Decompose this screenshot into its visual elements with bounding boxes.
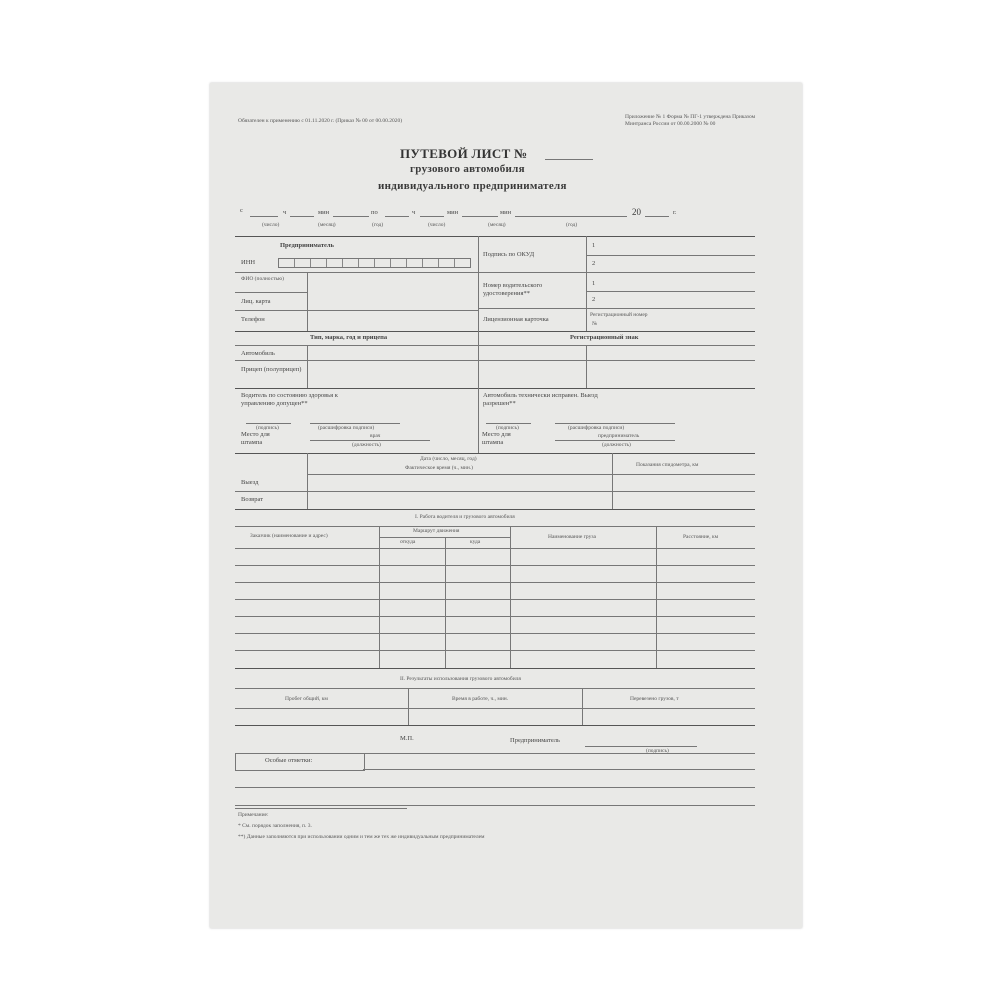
footer-signature-caption: (подпись) [646, 748, 669, 754]
table-line [586, 291, 755, 292]
date-min: мин [318, 209, 330, 216]
customer-header: Заказчик (наименование и адрес) [250, 533, 328, 539]
form-subtitle-1: грузового автомобиля [410, 163, 525, 175]
distance-header: Расстояние, км [683, 534, 719, 540]
date-field[interactable] [420, 216, 444, 217]
table-divider [582, 688, 583, 725]
mileage-header: Пробег общий, км [285, 696, 328, 702]
trailer-label: Прицеп (полуприцеп) [241, 366, 302, 373]
inn-cells[interactable] [278, 258, 471, 268]
table-border [235, 725, 755, 726]
note-2: **) Данные заполняются при использовании одним и тем же тех же индивидуальным предпринимателем [238, 834, 485, 840]
table-row[interactable] [235, 708, 755, 709]
footer-entrepreneur-label: Предприниматель [510, 737, 560, 744]
date-field[interactable] [333, 216, 369, 217]
header-left-note: Обязателен к применению с 01.11.2020 г. (Приказ № 00 от 00.00.2020) [238, 118, 403, 124]
date-until-label: по [371, 209, 378, 216]
reg-plate-heading: Регистрационный знак [570, 334, 639, 341]
table-line [235, 345, 755, 346]
route-from: откуда [400, 539, 416, 545]
table-line [235, 491, 755, 492]
date-caption: (год) [372, 222, 384, 228]
table-border [235, 668, 755, 669]
footer-signature-line[interactable] [585, 746, 697, 747]
table-line [235, 310, 478, 311]
date-caption: (число) [428, 222, 446, 228]
table-row[interactable] [235, 582, 755, 583]
license-num-2: 2 [592, 296, 596, 303]
position-caption: (должность) [352, 442, 381, 448]
special-marks-label: Особые отметки: [265, 757, 313, 764]
year-field[interactable] [645, 216, 669, 217]
vehicle-heading: Тип, марка, год и прицепа [310, 334, 388, 341]
position-word-left: врач [370, 433, 381, 439]
special-line[interactable] [235, 787, 755, 788]
special-line[interactable] [363, 753, 755, 754]
note-1: * См. порядок заполнения, п. 3. [238, 823, 312, 829]
table-divider [586, 345, 587, 388]
notes-separator [235, 808, 407, 809]
table-line [379, 537, 510, 538]
date-field[interactable] [462, 216, 498, 217]
route-header: Маршрут движения [413, 528, 460, 534]
table-row[interactable] [235, 650, 755, 651]
signature-line[interactable] [310, 423, 400, 424]
car-label: Автомобиль [241, 350, 275, 357]
table-divider [445, 537, 446, 668]
table-line [586, 255, 755, 256]
table-row[interactable] [235, 616, 755, 617]
table-divider [307, 345, 308, 388]
position-word-right: предприниматель [598, 433, 640, 439]
table-line [307, 474, 755, 475]
reg-no-label: № [592, 321, 598, 327]
name-decode-caption: (расшифровка подписи) [568, 425, 625, 431]
reg-number-label: Регистрационный номер [590, 312, 648, 318]
table-border [235, 388, 755, 389]
table-line [478, 308, 755, 309]
date-min: мин [447, 209, 459, 216]
table-line [235, 526, 755, 527]
header-right-note: Приложение № 1 Форма № ПГ-1 утверждена Приказом Минтранса России от 00.00.2000 № 00 [625, 114, 756, 127]
vehicle-ok-label: Автомобиль технически исправен. Выезд разрешен** [483, 392, 598, 407]
fio-label: ФИО (полностью) [241, 276, 284, 282]
okud-num-2: 2 [592, 260, 596, 267]
date-field[interactable] [290, 216, 314, 217]
special-line[interactable] [235, 805, 755, 806]
table-row[interactable] [235, 599, 755, 600]
date-header: Дата (число, месяц, год) [420, 456, 477, 462]
table-border [235, 331, 755, 332]
okud-num-1: 1 [592, 242, 596, 249]
cargo-header: Наименование груза [548, 534, 596, 540]
license-label: Лиц. карта [241, 298, 271, 305]
cargo-moved-header: Перевезено грузов, т [630, 696, 679, 702]
return-label: Возврат [241, 496, 264, 503]
license-num-1: 1 [592, 280, 596, 287]
table-border [235, 236, 755, 237]
table-border [235, 453, 755, 454]
signature-caption: (подпись) [496, 425, 519, 431]
section1-title: I. Работа водителя и грузового автомобиля [415, 514, 515, 520]
table-line [235, 360, 755, 361]
date-caption: (месяц) [318, 222, 336, 228]
actual-time-header: Фактическое время (ч., мин.) [405, 465, 474, 471]
table-divider [612, 453, 613, 509]
mp-label: М.П. [400, 735, 414, 742]
driver-health-label: Водитель по состоянию здоровья к управлению допущен** [241, 392, 338, 407]
position-line[interactable] [310, 440, 430, 441]
table-divider [408, 688, 409, 725]
signature-line[interactable] [486, 423, 531, 424]
date-min: мин [500, 209, 512, 216]
table-border [235, 509, 755, 510]
table-divider [478, 236, 479, 332]
table-row[interactable] [235, 633, 755, 634]
date-h: ч [412, 209, 416, 216]
name-decode-caption: (расшифровка подписи) [318, 425, 375, 431]
date-field[interactable] [385, 216, 409, 217]
year-prefix: 20 [632, 207, 641, 217]
entrepreneur-heading: Предприниматель [280, 242, 334, 249]
table-divider [307, 453, 308, 509]
inn-label: ИНН [241, 259, 256, 266]
table-line [235, 688, 755, 689]
odometer-header: Показания спидометра, км [636, 462, 699, 468]
date-field[interactable] [250, 216, 278, 217]
position-caption: (должность) [602, 442, 631, 448]
license-card-label: Лицензионная карточка [483, 316, 549, 323]
special-line[interactable] [363, 769, 755, 770]
date-caption: (число) [262, 222, 280, 228]
table-divider [478, 388, 479, 453]
date-with-label: с [240, 207, 243, 214]
table-line [235, 548, 755, 549]
date-caption: (год) [566, 222, 578, 228]
year-suffix: г. [673, 209, 677, 216]
position-line[interactable] [555, 440, 675, 441]
departure-label: Выезд [241, 479, 259, 486]
signature-line[interactable] [555, 423, 675, 424]
driver-license-label: Номер водительского удостоверения** [483, 282, 543, 297]
work-time-header: Время в работе, ч., мин. [452, 696, 509, 702]
table-divider [586, 236, 587, 332]
okud-label: Подпись по ОКУД [483, 251, 535, 258]
table-line [235, 272, 755, 273]
date-h: ч [283, 209, 287, 216]
route-to: куда [470, 539, 481, 545]
phone-label: Телефон [241, 316, 265, 323]
form-number-line[interactable] [545, 159, 593, 160]
table-divider [307, 272, 308, 332]
section2-title: II. Результаты использования грузового автомобиля [400, 676, 521, 682]
form-subtitle-2: индивидуального предпринимателя [378, 180, 567, 192]
table-row[interactable] [235, 565, 755, 566]
date-field[interactable] [515, 216, 627, 217]
stamp-place-right: Место для штампа [482, 431, 511, 446]
signature-line[interactable] [246, 423, 291, 424]
table-line [235, 292, 307, 293]
stamp-place-left: Место для штампа [241, 431, 270, 446]
form-title: ПУТЕВОЙ ЛИСТ № [400, 146, 528, 161]
notes-title: Примечание: [238, 812, 269, 818]
date-caption: (месяц) [488, 222, 506, 228]
signature-caption: (подпись) [256, 425, 279, 431]
